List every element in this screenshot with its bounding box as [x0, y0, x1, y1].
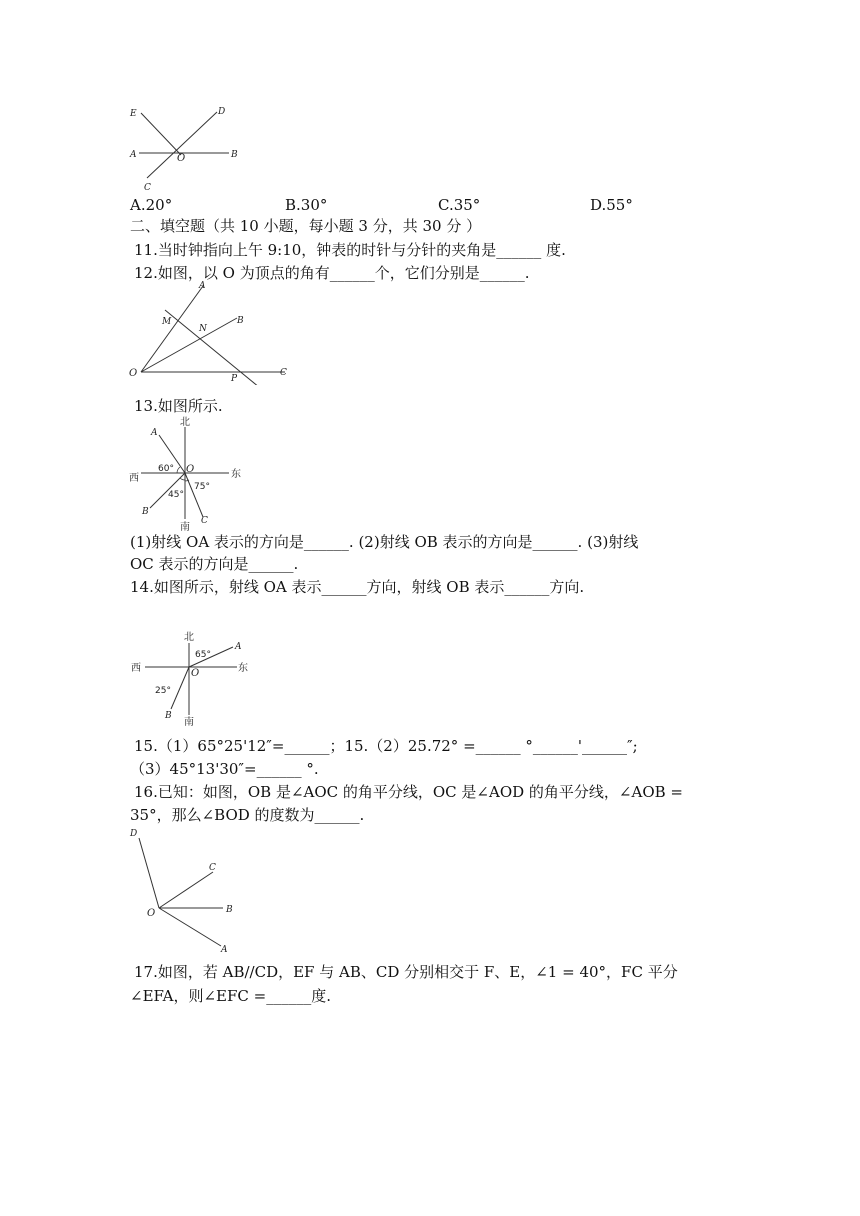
option-c: C.35° [438, 196, 481, 214]
label-o: O [147, 908, 156, 919]
figure-q14-svg [125, 627, 255, 727]
label-c: C [201, 516, 208, 526]
label-p: P [231, 374, 238, 384]
question-12: 12.如图，以 O 为顶点的角有______个，它们分别是______. [134, 264, 530, 282]
question-14: 14.如图所示，射线 OA 表示______方向，射线 OB 表示______方向. [130, 578, 585, 596]
label-b: B [231, 150, 238, 160]
label-a: A [221, 945, 228, 955]
label-c: C [144, 183, 151, 193]
figure-q16 [125, 824, 245, 956]
ray-oc [159, 872, 213, 908]
option-d: D.55° [590, 196, 633, 214]
label-d: D [130, 829, 138, 839]
label-e: E [130, 109, 137, 119]
figure-q14 [125, 627, 255, 727]
label-east: 东 [231, 469, 241, 480]
question-16-line2: 35°，那么∠BOD 的度数为______. [130, 806, 365, 824]
line-mp [165, 310, 265, 385]
figure-q10 [125, 98, 245, 194]
arc-60 [177, 467, 180, 473]
label-west: 西 [129, 473, 139, 484]
question-13-line2: OC 表示的方向是______. [130, 555, 299, 573]
question-16-line1: 16.已知：如图，OB 是∠AOC 的角平分线，OC 是∠AOD 的角平分线，∠AOB = [134, 783, 683, 801]
ray-oa [141, 286, 203, 372]
label-north: 北 [180, 417, 190, 428]
figure-q12-svg [125, 280, 295, 385]
question-15-line2: （3）45°13'30″=______ °. [130, 760, 319, 778]
question-11: 11.当时钟指向上午 9:10，钟表的时针与分针的夹角是______ 度. [134, 241, 566, 259]
label-m: M [162, 317, 172, 327]
label-a: A [235, 642, 242, 652]
label-c: C [280, 368, 287, 378]
label-o: O [186, 464, 195, 475]
arc-45 [180, 478, 185, 480]
label-a: A [130, 150, 137, 160]
angle-75: 75° [194, 482, 210, 492]
label-n: N [199, 324, 207, 334]
label-o: O [177, 153, 186, 164]
line-cd [147, 112, 217, 178]
label-a: A [199, 281, 206, 291]
label-c: C [209, 863, 216, 873]
question-17-line1: 17.如图，若 AB//CD，EF 与 AB、CD 分别相交于 F、E，∠1 = 40°，FC 平分 [134, 963, 678, 981]
ray-ob [171, 667, 189, 709]
label-b: B [237, 316, 244, 326]
label-b: B [142, 507, 149, 517]
label-east: 东 [238, 663, 248, 674]
question-13: 13.如图所示. [134, 397, 223, 415]
label-b: B [226, 905, 233, 915]
angle-65: 65° [195, 650, 211, 660]
question-13-line1: (1)射线 OA 表示的方向是______. (2)射线 OB 表示的方向是______. (3)射线 [130, 533, 639, 551]
option-a: A.20° [130, 196, 173, 214]
label-south: 南 [180, 522, 190, 531]
section-heading: 二、填空题（共 10 小题，每小题 3 分，共 30 分 ） [130, 217, 482, 235]
figure-q13-svg [125, 413, 245, 531]
figure-q16-svg [125, 824, 245, 956]
label-west: 西 [131, 663, 141, 674]
ray-oc [185, 473, 203, 517]
ray-ob [141, 318, 237, 372]
label-south: 南 [184, 717, 194, 727]
label-o: O [129, 368, 138, 379]
question-15-line1: 15.（1）65°25'12″=______；15.（2）25.72° =______ °______'______″; [134, 737, 638, 755]
label-north: 北 [184, 632, 194, 643]
label-d: D [218, 107, 226, 117]
ray-oa [159, 908, 221, 946]
angle-60: 60° [158, 464, 174, 474]
figure-q12 [125, 280, 295, 385]
ray-od [139, 838, 159, 908]
question-17-line2: ∠EFA，则∠EFC =______度. [130, 987, 331, 1005]
angle-25: 25° [155, 686, 171, 696]
angle-45: 45° [168, 490, 184, 500]
figure-q10-svg [125, 98, 245, 194]
ray-oe [141, 113, 181, 155]
label-b: B [165, 711, 172, 721]
option-b: B.30° [285, 196, 328, 214]
figure-q13 [125, 413, 245, 531]
label-o: O [191, 668, 200, 679]
label-a: A [151, 428, 158, 438]
